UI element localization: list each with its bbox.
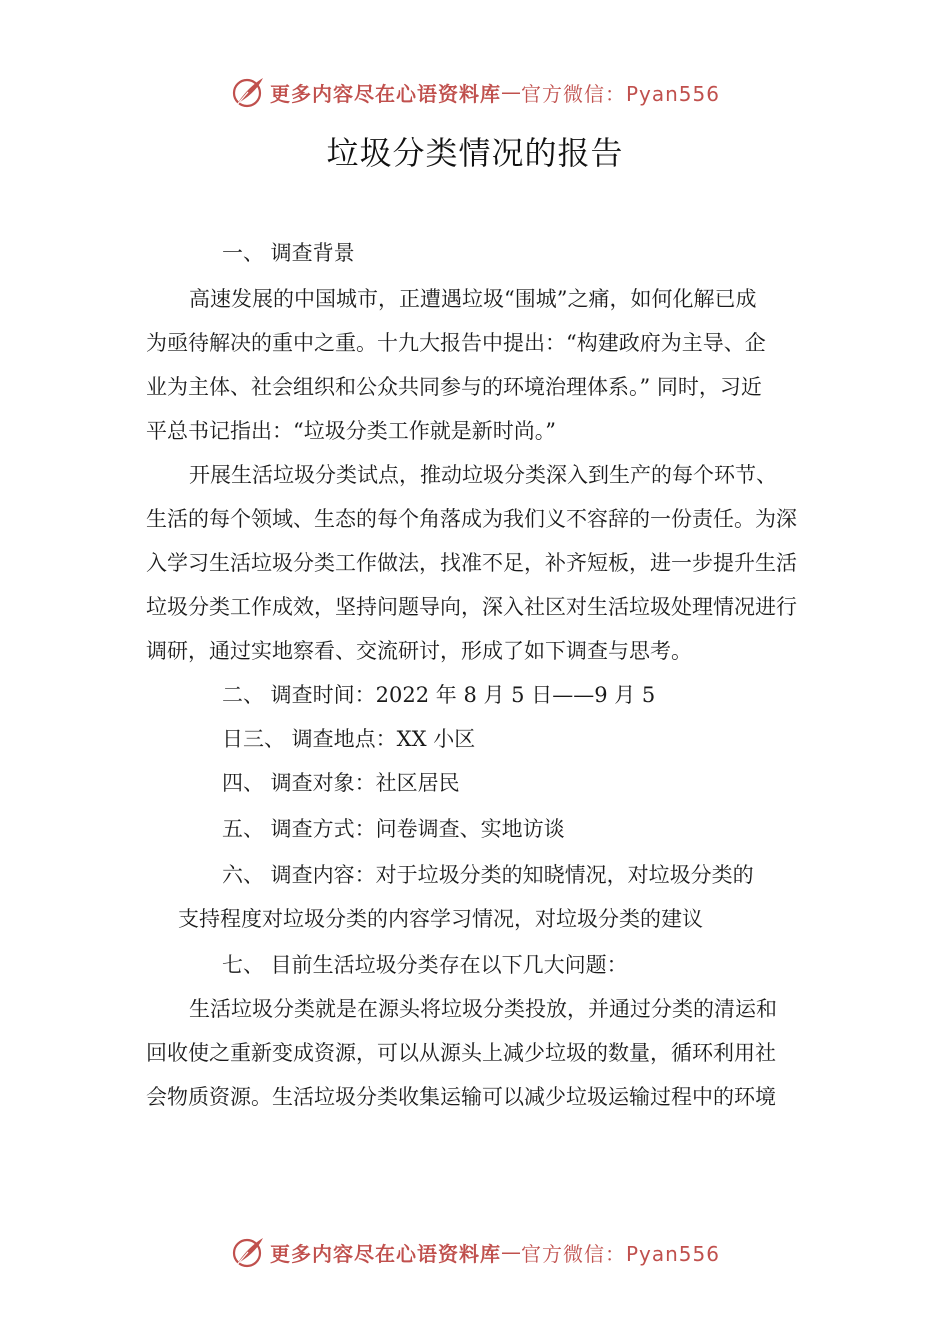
quill-logo-icon bbox=[230, 1234, 266, 1270]
section-heading-6: 六、 调查内容：对于垃圾分类的知晓情况，对垃圾分类的 bbox=[222, 863, 754, 887]
paragraph-line: 高速发展的中国城市，正遭遇垃圾“围城”之痛，如何化解已成 bbox=[189, 287, 757, 311]
header-wechat-text: 官方微信：Pyan556 bbox=[520, 81, 720, 106]
footer-banner bbox=[0, 1232, 950, 1272]
paragraph-line: 入学习生活垃圾分类工作做法，找准不足，补齐短板，进一步提升生活 bbox=[146, 551, 797, 575]
section-heading-1: 一、 调查背景 bbox=[222, 241, 355, 265]
paragraph-line: 生活垃圾分类就是在源头将垃圾分类投放，并通过分类的清运和 bbox=[189, 997, 777, 1021]
page-title: 垃圾分类情况的报告 bbox=[326, 134, 624, 172]
section-heading-2: 二、 调查时间：2022 年 8 月 5 日——9 月 5 bbox=[222, 683, 656, 707]
paragraph-line: 开展生活垃圾分类试点，推动垃圾分类深入到生产的每个环节、 bbox=[189, 463, 777, 487]
section-heading-3: 日三、 调查地点：XX 小区 bbox=[222, 727, 476, 751]
footer-wechat-text: 官方微信：Pyan556 bbox=[520, 1241, 720, 1266]
quill-logo-icon bbox=[230, 74, 266, 110]
header-brand-text: 更多内容尽在心语资料库 bbox=[269, 81, 501, 106]
header-dash: — bbox=[500, 80, 521, 104]
footer-dash: — bbox=[500, 1240, 521, 1264]
section-heading-4: 四、 调查对象：社区居民 bbox=[222, 771, 460, 795]
paragraph-line: 回收使之重新变成资源，可以从源头上减少垃圾的数量，循环利用社 bbox=[146, 1041, 776, 1065]
paragraph-line: 垃圾分类工作成效，坚持问题导向，深入社区对生活垃圾处理情况进行 bbox=[146, 595, 797, 619]
paragraph-line: 为亟待解决的重中之重。十九大报告中提出：“构建政府为主导、企 bbox=[146, 331, 766, 355]
section-heading-5: 五、 调查方式：问卷调查、实地访谈 bbox=[222, 817, 565, 841]
paragraph-line: 业为主体、社会组织和公众共同参与的环境治理体系。” 同时，习近 bbox=[146, 375, 762, 399]
section-heading-7: 七、 目前生活垃圾分类存在以下几大问题： bbox=[222, 953, 628, 977]
paragraph-line: 生活的每个领域、生态的每个角落成为我们义不容辞的一份责任。为深 bbox=[146, 507, 797, 531]
header-banner bbox=[0, 72, 950, 112]
paragraph-line: 平总书记指出：“垃圾分类工作就是新时尚。” bbox=[146, 419, 556, 443]
paragraph-line: 支持程度对垃圾分类的内容学习情况，对垃圾分类的建议 bbox=[178, 907, 703, 931]
footer-brand-text: 更多内容尽在心语资料库 bbox=[269, 1241, 501, 1266]
paragraph-line: 调研，通过实地察看、交流研讨，形成了如下调查与思考。 bbox=[146, 639, 692, 663]
paragraph-line: 会物质资源。生活垃圾分类收集运输可以减少垃圾运输过程中的环境 bbox=[146, 1085, 776, 1109]
